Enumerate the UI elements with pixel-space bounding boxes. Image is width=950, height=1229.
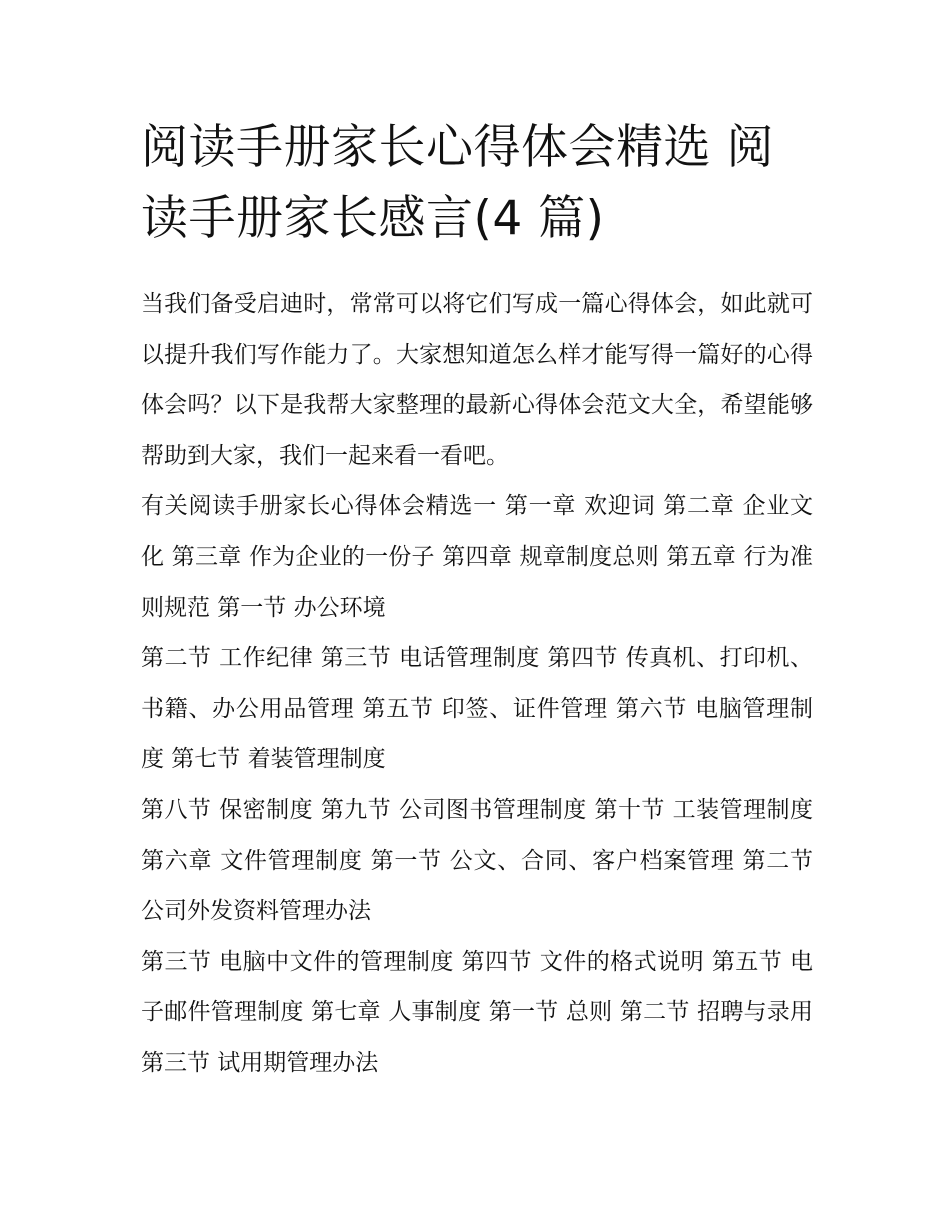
body-paragraph-4: 第三节 电脑中文件的管理制度 第四节 文件的格式说明 第五节 电子邮件管理制度 第七章 人事制度 第一节 总则 第二节 招聘与录用 第三节 试用期管理办法	[141, 948, 813, 1076]
document-content	[141, 112, 813, 1089]
body-paragraph-2: 第二节 工作纪律 第三节 电话管理制度 第四节 传真机、打印机、书籍、办公用品管理 第五节 印签、证件管理 第六节 电脑管理制度 第七节 着装管理制度	[141, 645, 813, 773]
intro-paragraph: 当我们备受启迪时，常常可以将它们写成一篇心得体会，如此就可以提升我们写作能力了。大家想知道怎么样才能写得一篇好的心得体会吗？以下是我帮大家整理的最新心得体会范文大全，希望能够帮助到大家，我们一起来看一看吧。	[141, 291, 813, 469]
document-title: 阅读手册家长心得体会精选 阅读手册家长感言(4 篇)	[141, 120, 774, 246]
body-paragraph-1: 有关阅读手册家长心得体会精选一 第一章 欢迎词 第二章 企业文化 第三章 作为企业的一份子 第四章 规章制度总则 第五章 行为准则规范 第一节 办公环境	[141, 493, 813, 621]
body-paragraph-3: 第八节 保密制度 第九节 公司图书管理制度 第十节 工装管理制度 第六章 文件管理制度 第一节 公文、合同、客户档案管理 第二节 公司外发资料管理办法	[141, 796, 813, 925]
